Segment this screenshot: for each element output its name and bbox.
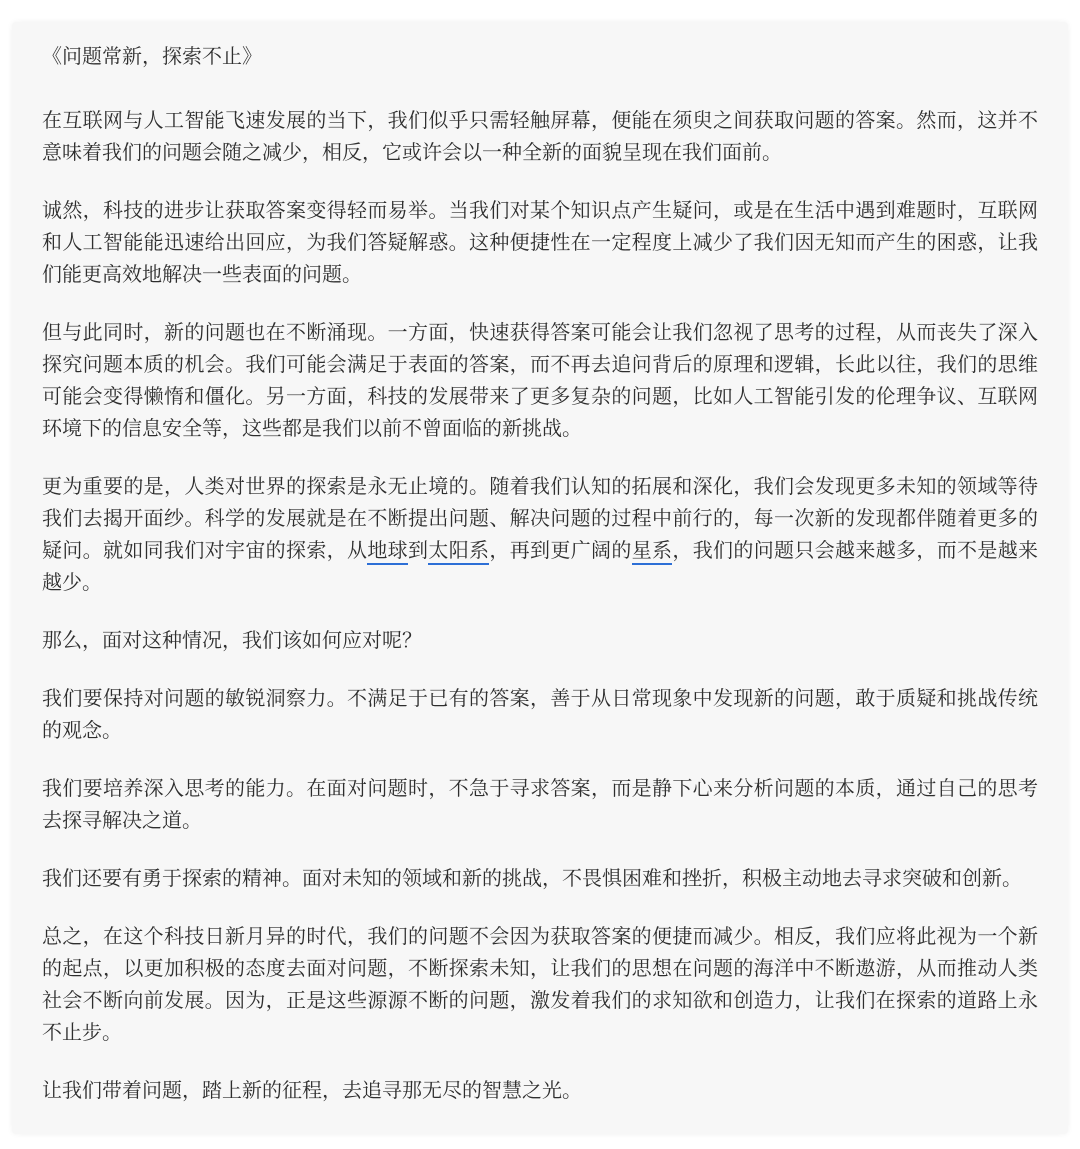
paragraph-2: 诚然，科技的进步让获取答案变得轻而易举。当我们对某个知识点产生疑问，或是在生活中遇到难题时，互联网和人工智能能迅速给出回应，为我们答疑解惑。这种便捷性在一定程度上减少了我们因无知而产生的困惑，让我们能更高效地解决一些表面的问题。 bbox=[42, 198, 1038, 286]
galaxy-link[interactable]: 星系 bbox=[632, 538, 673, 565]
paragraph-4-text-2: 到 bbox=[408, 538, 429, 562]
paragraph-9: 总之，在这个科技日新月异的时代，我们的问题不会因为获取答案的便捷而减少。相反，我们应将此视为一个新的起点，以更加积极的态度去面对问题，不断探索未知，让我们的思想在问题的海洋中不断遨游，从而推动人类社会不断向前发展。因为，正是这些源源不断的问题，激发着我们的求知欲和创造力，让我们在探索的道路上永不止步。 bbox=[42, 924, 1038, 1044]
paragraph-7: 我们要培养深入思考的能力。在面对问题时，不急于寻求答案，而是静下心来分析问题的本质，通过自己的思考去探寻解决之道。 bbox=[42, 776, 1038, 832]
article-title: 《问题常新，探索不止》 bbox=[42, 44, 262, 68]
paragraph-8: 我们还要有勇于探索的精神。面对未知的领域和新的挑战，不畏惧困难和挫折，积极主动地去寻求突破和创新。 bbox=[42, 866, 1022, 890]
paragraph-4-text-1: 更为重要的是，人类对世界的探索是永无止境的。随着我们认知的拓展和深化，我们会发现更多未知的领域等待我们去揭开面纱。科学的发展就是在不断提出问题、解决问题的过程中前行的，每一次新的发现都伴随着更多的疑问。就如同我们对宇宙的探索，从 bbox=[42, 474, 1038, 562]
solar-system-link[interactable]: 太阳系 bbox=[428, 538, 489, 565]
earth-link[interactable]: 地球 bbox=[367, 538, 408, 565]
paragraph-10: 让我们带着问题，踏上新的征程，去追寻那无尽的智慧之光。 bbox=[42, 1078, 582, 1102]
paragraph-5: 那么，面对这种情况，我们该如何应对呢？ bbox=[42, 628, 422, 652]
paragraph-6: 我们要保持对问题的敏锐洞察力。不满足于已有的答案，善于从日常现象中发现新的问题，敢于质疑和挑战传统的观念。 bbox=[42, 686, 1038, 742]
paragraph-3: 但与此同时，新的问题也在不断涌现。一方面，快速获得答案可能会让我们忽视了思考的过程，从而丧失了深入探究问题本质的机会。我们可能会满足于表面的答案，而不再去追问背后的原理和逻辑，长此以往，我们的思维可能会变得懒惰和僵化。另一方面，科技的发展带来了更多复杂的问题，比如人工智能引发的伦理争议、互联网环境下的信息安全等，这些都是我们以前不曾面临的新挑战。 bbox=[42, 320, 1038, 440]
paragraph-1: 在互联网与人工智能飞速发展的当下，我们似乎只需轻触屏幕，便能在须臾之间获取问题的答案。然而，这并不意味着我们的问题会随之减少，相反，它或许会以一种全新的面貌呈现在我们面前。 bbox=[42, 108, 1038, 164]
paragraph-4-text-4: ，我们的问题只会越来越多，而不是越来越少。 bbox=[42, 538, 1039, 594]
paragraph-4 bbox=[42, 470, 1038, 598]
article-content bbox=[42, 40, 1038, 1132]
paragraph-4-text-3: ，再到更广阔的 bbox=[489, 538, 632, 562]
